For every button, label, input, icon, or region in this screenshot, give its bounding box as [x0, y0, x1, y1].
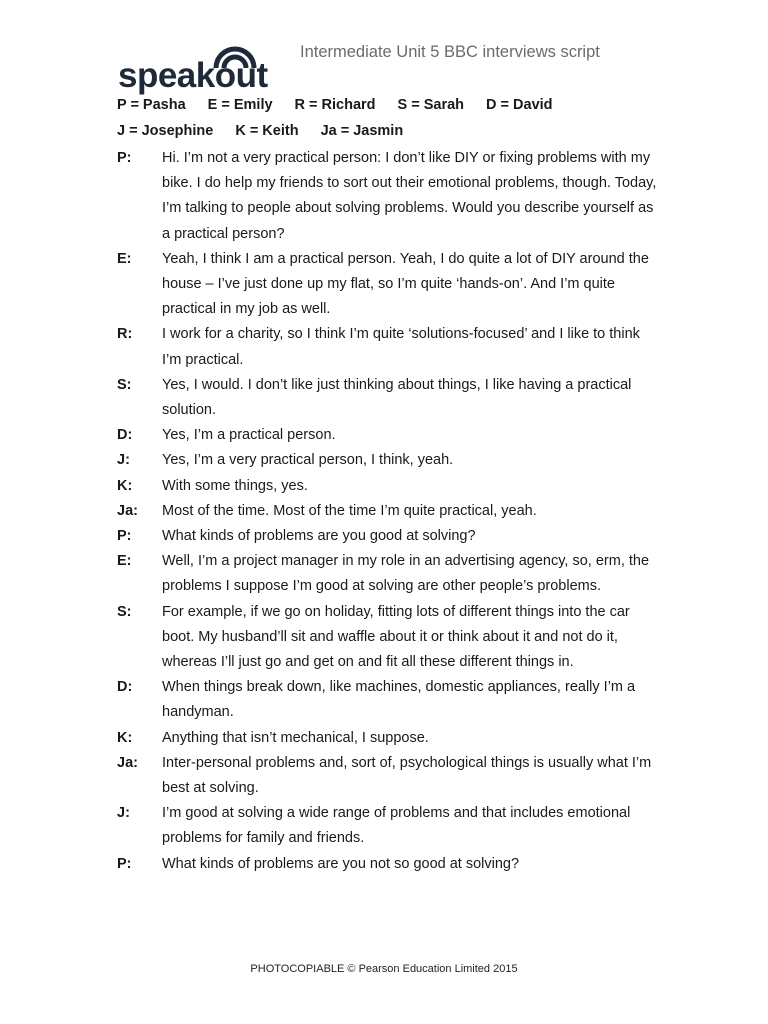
script-turn — [117, 499, 657, 524]
speaker-label: Ja: — [117, 754, 138, 771]
script-turn — [117, 423, 657, 448]
speaker-label: D: — [117, 679, 133, 696]
document-title: Intermediate Unit 5 BBC interviews script — [300, 43, 600, 61]
speaker-label: P: — [117, 150, 132, 166]
speaker-label: K: — [117, 477, 133, 494]
script-turn — [117, 373, 657, 423]
key-entry: P = Pasha — [117, 97, 186, 113]
key-entry: D = David — [486, 97, 553, 113]
script-turn — [117, 751, 657, 801]
speaker-key-row-2 — [117, 122, 425, 140]
key-entry: S = Sarah — [397, 97, 465, 113]
speech-text: Hi. I’m not a very practical person: I don’t like DIY or fixing problems with my bike. I do help my friends to sort out their emotional problems, though. Today, I’m talking to people about solving problems. Would you describe yourself as a practical person? — [162, 150, 657, 242]
script-turn — [117, 549, 657, 599]
copyright-footer: PHOTOCOPIABLE © Pearson Education Limited 2015 — [250, 963, 518, 975]
script-turn — [117, 675, 657, 725]
speaker-label: P: — [117, 855, 132, 872]
speaker-label: E: — [117, 250, 132, 267]
speaker-label: P: — [117, 528, 132, 545]
script-turn — [117, 146, 657, 247]
speaker-label: D: — [117, 427, 133, 444]
speech-text: For example, if we go on holiday, fitting lots of different things into the car boot. My husband’ll sit and waffle about it or think about it and not do it, whereas I’ll just go and get on and fit all these different things in. — [162, 603, 630, 671]
speaker-label: S: — [117, 376, 132, 393]
speech-text: Yes, I’m a practical person. — [162, 427, 336, 444]
key-entry: R = Richard — [294, 97, 376, 113]
speaker-label: E: — [117, 553, 132, 570]
key-entry: Ja = Jasmin — [320, 123, 404, 139]
speech-text: When things break down, like machines, domestic appliances, really I’m a handyman. — [162, 679, 636, 721]
interview-script — [117, 146, 657, 877]
key-entry: J = Josephine — [117, 123, 214, 139]
speaker-label: R: — [117, 326, 133, 343]
script-turn — [117, 726, 657, 751]
script-turn — [117, 852, 657, 877]
script-turn — [117, 247, 657, 323]
script-turn — [117, 474, 657, 499]
script-turn — [117, 448, 657, 473]
speaker-label: J: — [117, 805, 130, 822]
speech-text: Well, I’m a project manager in my role in an advertising agency, so, erm, the problems I suppose I’m good at solving are other people’s problems. — [162, 553, 650, 595]
speech-text: Most of the time. Most of the time I’m quite practical, yeah. — [162, 502, 537, 519]
speech-text: Anything that isn’t mechanical, I suppose. — [162, 729, 429, 746]
speech-text: Yes, I would. I don’t like just thinking about things, I like having a practical solution. — [162, 376, 632, 419]
speaker-label: K: — [117, 729, 133, 746]
speech-text: Yes, I’m a very practical person, I think, yeah. — [162, 452, 454, 469]
speech-text: Yeah, I think I am a practical person. Yeah, I do quite a lot of DIY around the house – I’ve just done up my flat, so I’m quite ‘hands-on’. And I’m quite practical in my job as well. — [162, 250, 649, 318]
speech-text: Inter-personal problems and, sort of, psychological things is usually what I’m best at solving. — [162, 754, 652, 797]
speech-text: With some things, yes. — [162, 477, 308, 494]
speaker-label: S: — [117, 603, 132, 620]
speaker-label: Ja: — [117, 502, 138, 519]
logo-wordmark: speakout — [118, 56, 268, 95]
script-turn — [117, 801, 657, 851]
key-entry: K = Keith — [235, 123, 299, 139]
speaker-key-row-1 — [117, 96, 575, 114]
speech-text: I’m good at solving a wide range of problems and that includes emotional problems for family and friends. — [162, 805, 631, 847]
script-turn — [117, 524, 657, 549]
script-turn — [117, 600, 657, 676]
speech-text: I work for a charity, so I think I’m quite ‘solutions-focused’ and I like to think I’m practical. — [162, 326, 640, 368]
speech-text: What kinds of problems are you good at solving? — [162, 528, 476, 545]
speech-text: What kinds of problems are you not so good at solving? — [162, 855, 520, 872]
speakout-logo — [118, 44, 290, 96]
script-turn — [117, 322, 657, 372]
speaker-label: J: — [117, 452, 130, 469]
key-entry: E = Emily — [207, 97, 273, 113]
